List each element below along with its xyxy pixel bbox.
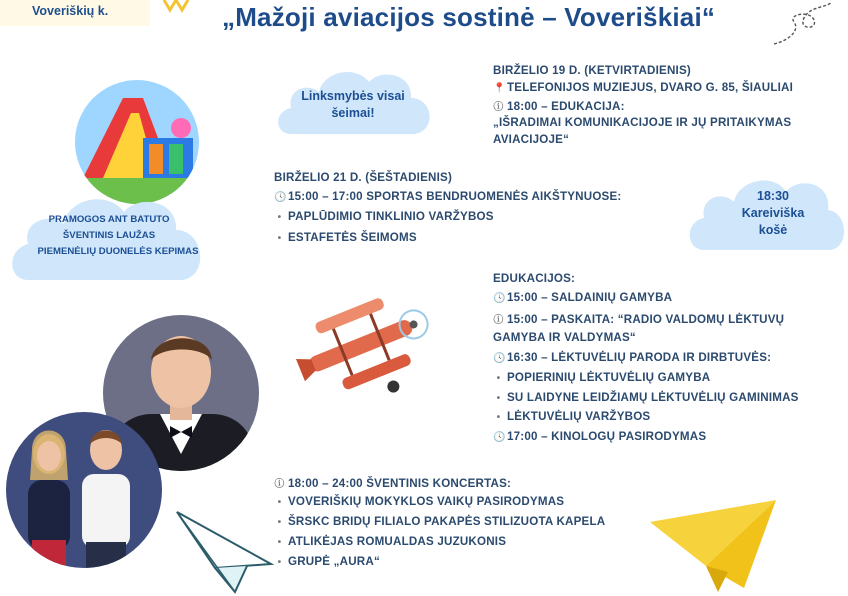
cloud-bonfire-line-2: ŠVENTINIS LAUŽAS bbox=[62, 230, 156, 241]
place-tag bbox=[0, 0, 150, 26]
concert-item-1: • VOVERIŠKIŲ MOKYKLOS VAIKŲ PASIRODYMAS bbox=[274, 495, 564, 508]
pin-icon: 📍 bbox=[493, 83, 506, 94]
education-line-6: • SU LAIDYNE LEIDŽIAMŲ LĖKTUVĖLIŲ GAMINIMAS bbox=[493, 391, 799, 404]
bullet: • bbox=[496, 393, 501, 404]
clock-icon: 🕓 bbox=[493, 432, 506, 443]
page-title: „Mažoji aviacijos sostinė – Voveriškiai“ bbox=[222, 2, 716, 32]
paper-plane-yellow-icon bbox=[648, 496, 778, 594]
education-heading: EDUKACIJOS: bbox=[493, 272, 576, 285]
bullet: • bbox=[277, 212, 282, 223]
cloud-soldier-line-3: košė bbox=[758, 223, 788, 237]
education-line-3: GAMYBA IR VALDYMAS“ bbox=[493, 331, 636, 344]
education-line-1: 🕓15:00 – SALDAINIŲ GAMYBA bbox=[493, 291, 673, 304]
day21-item-1: • PAPLŪDIMIO TINKLINIO VARŽYBOS bbox=[274, 210, 494, 223]
day19-location: TELEFONIJOS MUZIEJUS, DVARO G. 85, ŠIAULIAI bbox=[507, 81, 794, 94]
cloud-family-text bbox=[288, 88, 418, 122]
clock-icon: 🕓 bbox=[274, 192, 287, 203]
cloud-bonfire-text bbox=[14, 212, 204, 260]
swirl-decoration-icon bbox=[770, 0, 840, 50]
bullet: • bbox=[277, 517, 282, 528]
place-tag-text: Voveriškių k. bbox=[32, 4, 109, 18]
bullet: • bbox=[496, 373, 501, 384]
concert-time-row bbox=[274, 475, 511, 490]
clock-icon: 🕓 bbox=[493, 293, 506, 304]
day21-date: BIRŽELIO 21 D. (ŠEŠTADIENIS) bbox=[274, 171, 453, 184]
paper-plane-outline-icon bbox=[175, 508, 275, 594]
biplane-illustration bbox=[295, 278, 435, 408]
day21-time-row bbox=[274, 190, 621, 203]
education-line-8: 🕓17:00 – KINOLOGŲ PASIRODYMAS bbox=[493, 430, 707, 443]
education-line-5: • POPIERINIŲ LĖKTUVĖLIŲ GAMYBA bbox=[493, 371, 710, 384]
yellow-star-icon bbox=[160, 0, 200, 14]
info-icon: ⓘ bbox=[274, 479, 285, 490]
clock-icon: 🕓 bbox=[493, 353, 506, 364]
day19-location-row bbox=[493, 81, 793, 94]
duo-singers-photo bbox=[6, 410, 162, 570]
bullet: • bbox=[277, 557, 282, 568]
concert-item-2: • ŠRSKC BRIDŲ FILIALO PAKAPĖS STILIZUOTA KAPELA bbox=[274, 515, 605, 528]
bullet: • bbox=[277, 497, 282, 508]
bullet: • bbox=[277, 537, 282, 548]
cloud-soldier-text bbox=[713, 188, 833, 239]
info-icon: ⓘ bbox=[493, 102, 504, 113]
education-line-4: 🕓16:30 – LĖKTUVĖLIŲ PARODA IR DIRBTUVĖS: bbox=[493, 351, 772, 364]
info-icon: ⓘ bbox=[493, 315, 504, 326]
cloud-family-line-1: Linksmybės visai bbox=[301, 89, 405, 103]
cloud-bonfire-line-3: PIEMENĖLIŲ DUONELĖS KEPIMAS bbox=[37, 246, 199, 257]
day19-topic-2: AVIACIJOJE“ bbox=[493, 133, 570, 146]
day19-date: BIRŽELIO 19 D. (KETVIRTADIENIS) bbox=[493, 64, 691, 77]
cloud-bonfire-line-1: PRAMOGOS ANT BATUTO bbox=[48, 214, 170, 225]
day21-item-2: • ESTAFETĖS ŠEIMOMS bbox=[274, 231, 417, 244]
cloud-family-line-2: šeimai! bbox=[331, 106, 375, 120]
day19-time: 18:00 – EDUKACIJA: bbox=[507, 100, 625, 113]
education-line-2: ⓘ 15:00 – PASKAITA: “RADIO VALDOMŲ LĖKTUVŲ bbox=[493, 313, 785, 326]
cloud-soldier-line-1: 18:30 bbox=[757, 189, 789, 203]
concert-item-4: • GRUPĖ „AURA“ bbox=[274, 555, 380, 568]
bullet: • bbox=[496, 412, 501, 423]
concert-time: 18:00 – 24:00 ŠVENTINIS KONCERTAS: bbox=[288, 477, 512, 490]
education-line-7: • LĖKTUVĖLIŲ VARŽYBOS bbox=[493, 410, 650, 423]
day19-topic-1: „IŠRADIMAI KOMUNIKACIJOJE IR JŲ PRITAIKYMAS bbox=[493, 116, 792, 129]
bullet: • bbox=[277, 233, 282, 244]
day19-time-row bbox=[493, 98, 625, 113]
concert-item-3: • ATLIKĖJAS ROMUALDAS JUZUKONIS bbox=[274, 535, 506, 548]
cloud-soldier-line-2: Kareiviška bbox=[741, 206, 805, 220]
day21-time: 15:00 – 17:00 SPORTAS BENDRUOMENĖS AIKŠTYNUOSE: bbox=[288, 190, 622, 203]
